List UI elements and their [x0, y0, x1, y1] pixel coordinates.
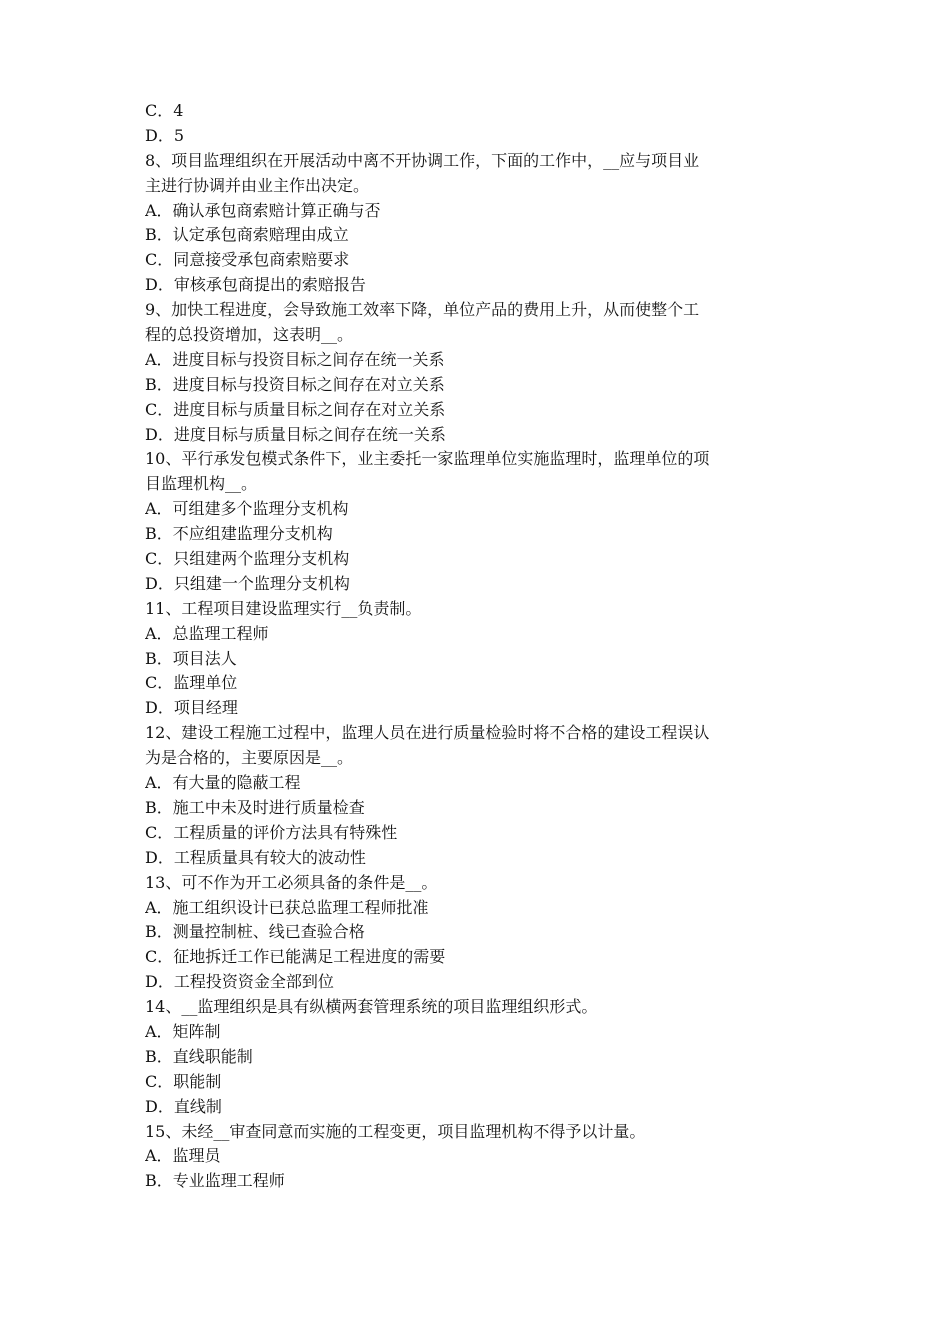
- question-stem: 12、建设工程施工过程中，监理人员在进行质量检验时将不合格的建设工程误认: [145, 723, 710, 743]
- option-line: B．进度目标与投资目标之间存在对立关系: [145, 374, 445, 394]
- option-line: C．4: [145, 101, 184, 120]
- question-stem: 主进行协调并由业主作出决定。: [145, 175, 370, 195]
- option-line: A．施工组织设计已获总监理工程师批准: [145, 897, 429, 917]
- question-stem: 9、加快工程进度，会导致施工效率下降，单位产品的费用上升，从而使整个工: [145, 300, 700, 320]
- question-15: [145, 1120, 810, 1195]
- option-line: D．审核承包商提出的索赔报告: [145, 275, 366, 295]
- question-10: [145, 447, 810, 596]
- question-stem: 13、可不作为开工必须具备的条件是__。: [145, 872, 438, 892]
- option-line: B．直线职能制: [145, 1046, 253, 1066]
- option-line: D．进度目标与质量目标之间存在统一关系: [145, 424, 446, 444]
- option-line: B．专业监理工程师: [145, 1171, 285, 1191]
- option-line: A．进度目标与投资目标之间存在统一关系: [145, 349, 445, 369]
- option-line: D．项目经理: [145, 698, 238, 718]
- question-stem: 11、工程项目建设监理实行__负责制。: [145, 598, 422, 618]
- question-stem: 程的总投资增加，这表明__。: [145, 325, 354, 345]
- question-13: [145, 871, 810, 995]
- document-body: [145, 99, 810, 1194]
- option-line: D．直线制: [145, 1096, 222, 1116]
- option-line: D．工程投资资金全部到位: [145, 972, 334, 992]
- question-stem: 为是合格的，主要原因是__。: [145, 748, 354, 768]
- option-line: C．同意接受承包商索赔要求: [145, 250, 350, 270]
- option-line: C．进度目标与质量目标之间存在对立关系: [145, 399, 446, 419]
- option-line: D．5: [145, 125, 185, 145]
- option-line: C．征地拆迁工作已能满足工程进度的需要: [145, 947, 446, 967]
- option-line: C．工程质量的评价方法具有特殊性: [145, 822, 398, 842]
- previous-question-options: [145, 99, 810, 149]
- option-line: A．可组建多个监理分支机构: [145, 499, 349, 519]
- question-stem: 14、__监理组织是具有纵横两套管理系统的项目监理组织形式。: [145, 997, 598, 1017]
- option-line: C．只组建两个监理分支机构: [145, 549, 350, 569]
- option-line: B．认定承包商索赔理由成立: [145, 225, 349, 245]
- option-line: A．有大量的隐蔽工程: [145, 773, 301, 793]
- question-8: [145, 149, 810, 298]
- question-12: [145, 721, 810, 870]
- option-line: B．施工中未及时进行质量检查: [145, 797, 365, 817]
- option-line: A．确认承包商索赔计算正确与否: [145, 200, 381, 220]
- option-line: A．监理员: [145, 1146, 221, 1166]
- option-line: A．总监理工程师: [145, 623, 269, 643]
- option-line: D．只组建一个监理分支机构: [145, 573, 350, 593]
- question-9: [145, 298, 810, 447]
- question-11: [145, 597, 810, 721]
- question-stem: 8、项目监理组织在开展活动中离不开协调工作，下面的工作中，__应与项目业: [145, 150, 700, 170]
- question-stem: 15、未经__审查同意而实施的工程变更，项目监理机构不得予以计量。: [145, 1121, 646, 1141]
- question-14: [145, 995, 810, 1119]
- option-line: B．测量控制桩、线已查验合格: [145, 922, 365, 942]
- option-line: C．职能制: [145, 1071, 222, 1091]
- question-stem: 目监理机构__。: [145, 474, 258, 494]
- option-line: A．矩阵制: [145, 1021, 221, 1041]
- option-line: C．监理单位: [145, 673, 238, 693]
- option-line: B．项目法人: [145, 648, 237, 668]
- option-line: B．不应组建监理分支机构: [145, 524, 333, 544]
- option-line: D．工程质量具有较大的波动性: [145, 847, 366, 867]
- question-stem: 10、平行承发包模式条件下，业主委托一家监理单位实施监理时，监理单位的项: [145, 449, 710, 469]
